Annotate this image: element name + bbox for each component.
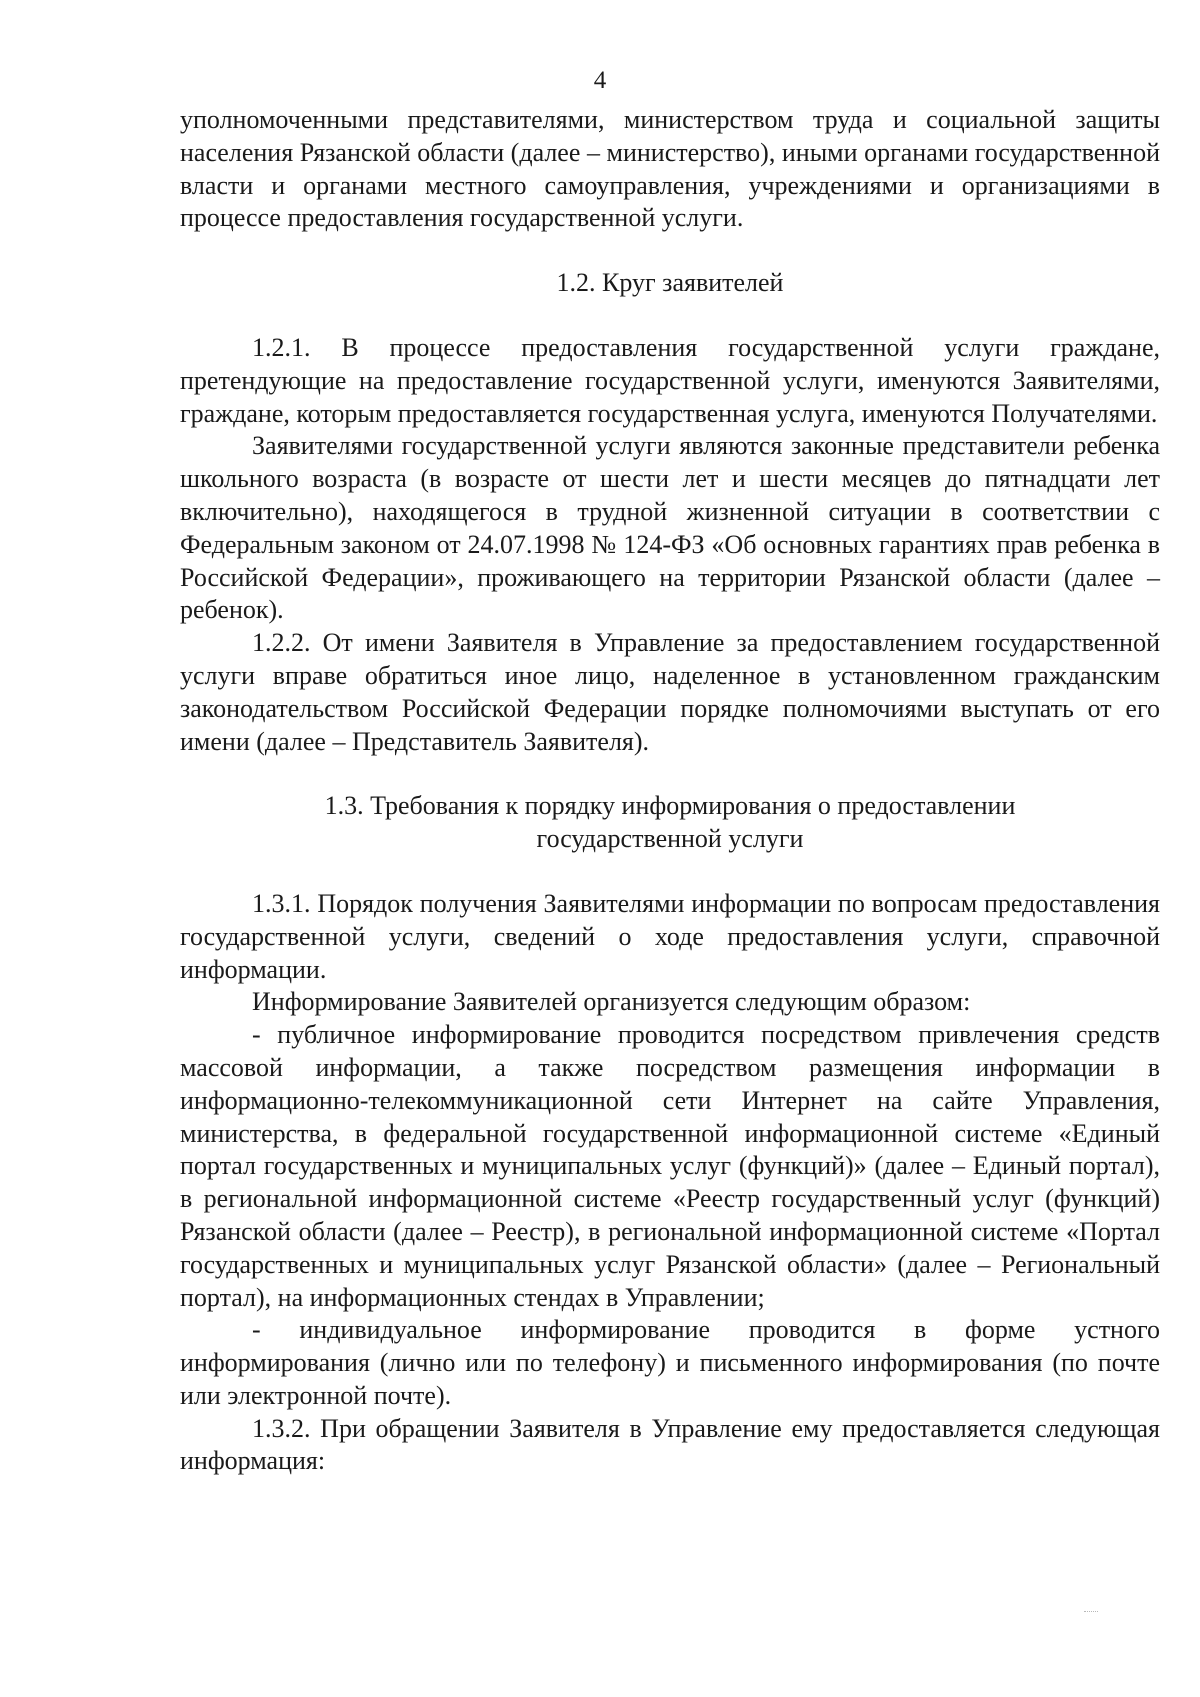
paragraph-1-3-1: 1.3.1. Порядок получения Заявителями информации по вопросам предоставления государственной услуги, сведений о ходе предоставления услуги, справочной информации. xyxy=(180,888,1160,984)
paragraph-organized: Информирование Заявителей организуется следующим образом: xyxy=(252,987,971,1017)
page-number: 4 xyxy=(593,67,607,94)
spacer xyxy=(180,300,1160,332)
spacer xyxy=(180,758,1160,790)
spacer xyxy=(180,856,1160,888)
paragraph-applicants: Заявителями государственной услуги являются законные представители ребенка школьного возраста (в возрасте от шести лет и шести месяцев до пятнадцати лет включительно), находящегося в трудной жизненной ситуации в соответствии с Федеральным законом от 24.07.1998 № 124-ФЗ «Об основных гарантиях прав ребенка в Российской Федерации», проживающего на территории Рязанской области (далее – ребенок). xyxy=(180,431,1160,625)
section-heading-1-3-line1: 1.3. Требования к порядку информирования о предоставлении xyxy=(324,791,1016,821)
spacer xyxy=(180,235,1160,267)
paragraph-1-3-2: 1.3.2. При обращении Заявителя в Управление ему предоставляется следующая информация: xyxy=(180,1413,1160,1476)
paragraph-1-2-2: 1.2.2. От имени Заявителя в Управление за предоставлением государственной услуги вправе обратиться иное лицо, наделенное в установленном гражданским законодательством Российской Федерации порядке полномочиями выступать от его имени (далее – Представитель Заявителя). xyxy=(180,628,1160,756)
paragraph-1-2-1: 1.2.1. В процессе предоставления государственной услуги граждане, претендующие на предоставление государственной услуги, именуются Заявителями, граждане, которым предоставляется государственная услуга, именуются Получателями. xyxy=(180,332,1160,428)
scan-artifact xyxy=(1084,1611,1098,1615)
intro-paragraph: уполномоченными представителями, министерством труда и социальной защиты населения Рязанской области (далее – министерство), иными органами государственной власти и органами местного самоуправления, учреждениями и организациями в процессе предоставления государственной услуги. xyxy=(180,105,1160,233)
paragraph-individual-informing: - индивидуальное информирование проводится в форме устного информирования (лично или по телефону) и письменного информирования (по почте или электронной почте). xyxy=(180,1315,1160,1410)
section-heading-1-3-line2: государственной услуги xyxy=(536,824,804,854)
paragraph-public-informing: - публичное информирование проводится посредством привлечения средств массовой информации, а также посредством размещения информации в информационно-телекоммуникационной сети Интернет на сайте Управления, министерства, в федеральной государственной информационной системе «Единый портал государственных и муниципальных услуг (функций)» (далее – Единый портал), в региональной информационной системе «Реестр государственный услуг (функций) Рязанской области (далее – Реестр), в региональной информационной системе «Портал государственных и муниципальных услуг Рязанской области» (далее – Региональный портал), на информационных стендах в Управлении; xyxy=(180,1020,1160,1312)
document-body xyxy=(180,104,1160,1478)
section-heading-1-2: 1.2. Круг заявителей xyxy=(556,268,784,298)
